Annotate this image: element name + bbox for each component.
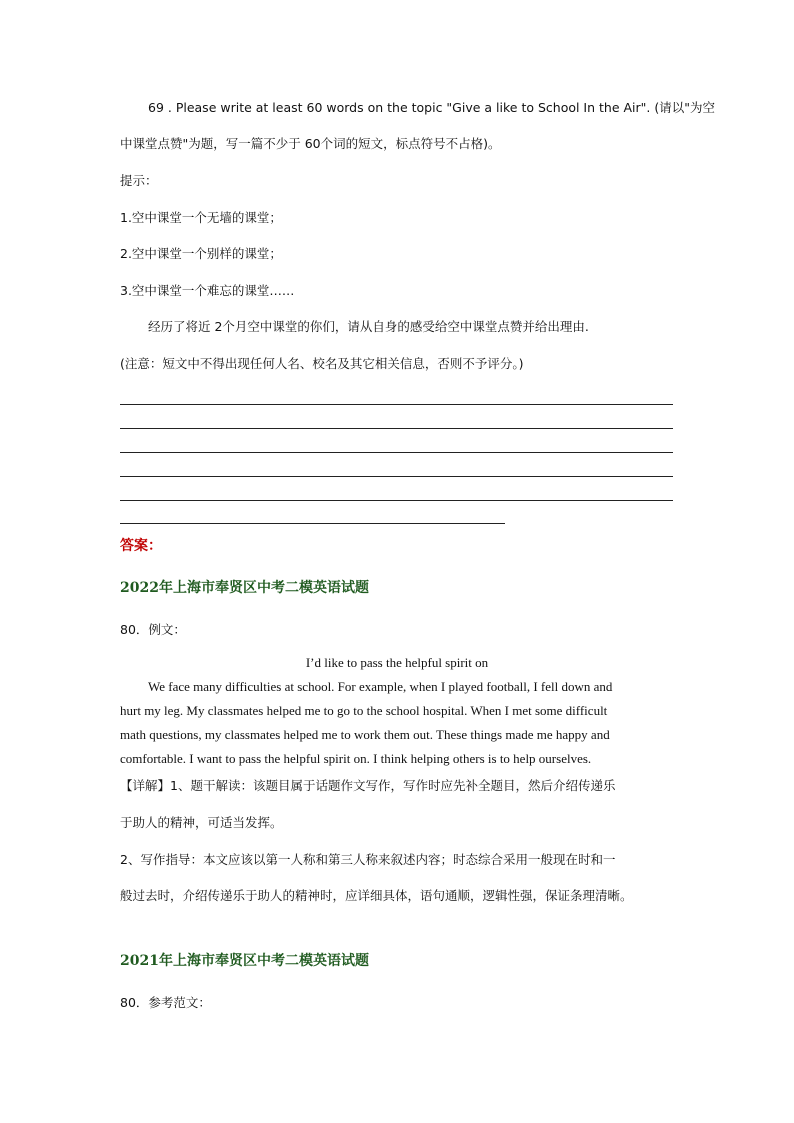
- question-line-1: 69 . Please write at least 60 words on the topic "Give a like to School In the Air". (请以"为空: [148, 100, 715, 115]
- question-note: (注意：短文中不得出现任何人名、校名及其它相关信息，否则不予评分。): [120, 356, 524, 371]
- detail-line-1: 【详解】1、题干解读：该题目属于话题作文写作，写作时应先补全题目，然后介绍传递乐: [120, 778, 616, 793]
- section-2022-item: 80．例文：: [120, 622, 186, 637]
- hint-item-3: 3.空中课堂一个难忘的课堂……: [120, 283, 295, 298]
- essay-line-4: comfortable. I want to pass the helpful spirit on. I think helping others is to help ourselves.: [120, 751, 592, 766]
- essay-line-3: math questions, my classmates helped me to work them out. These things made me happy and: [120, 727, 610, 742]
- answer-label: 答案：: [120, 538, 162, 554]
- answer-line-5: [120, 500, 673, 501]
- hint-label: 提示：: [120, 173, 158, 188]
- answer-line-3: [120, 452, 673, 453]
- section-2022-title: 2022年上海市奉贤区中考二模英语试题: [120, 580, 369, 596]
- answer-line-4: [120, 476, 673, 477]
- hint-item-2: 2.空中课堂一个别样的课堂；: [120, 246, 282, 261]
- essay-line-2: hurt my leg. My classmates helped me to go to the school hospital. When I met some difficult: [120, 703, 608, 718]
- section-2021-item: 80．参考范文：: [120, 995, 211, 1010]
- question-line-2: 中课堂点赞"为题，写一篇不少于 60个词的短文，标点符号不占格)。: [120, 136, 501, 151]
- answer-line-2: [120, 428, 673, 429]
- essay-title: I’d like to pass the helpful spirit on: [305, 655, 489, 670]
- guide-line-2: 般过去时，介绍传递乐于助人的精神时，应详细具体，语句通顺，逻辑性强，保证条理清晰。: [120, 888, 633, 903]
- answer-line-1: [120, 404, 673, 405]
- question-prompt: 经历了将近 2个月空中课堂的你们，请从自身的感受给空中课堂点赞并给出理由.: [148, 319, 589, 334]
- detail-line-2: 于助人的精神，可适当发挥。: [120, 815, 283, 830]
- guide-line-1: 2、写作指导：本文应该以第一人称和第三人称来叙述内容；时态综合采用一般现在时和一: [120, 852, 616, 867]
- section-2021-title: 2021年上海市奉贤区中考二模英语试题: [120, 953, 369, 969]
- essay-line-1: We face many difficulties at school. For example, when I played football, I fell down and: [148, 679, 613, 694]
- answer-line-6: [120, 523, 505, 524]
- hint-item-1: 1.空中课堂一个无墙的课堂；: [120, 210, 282, 225]
